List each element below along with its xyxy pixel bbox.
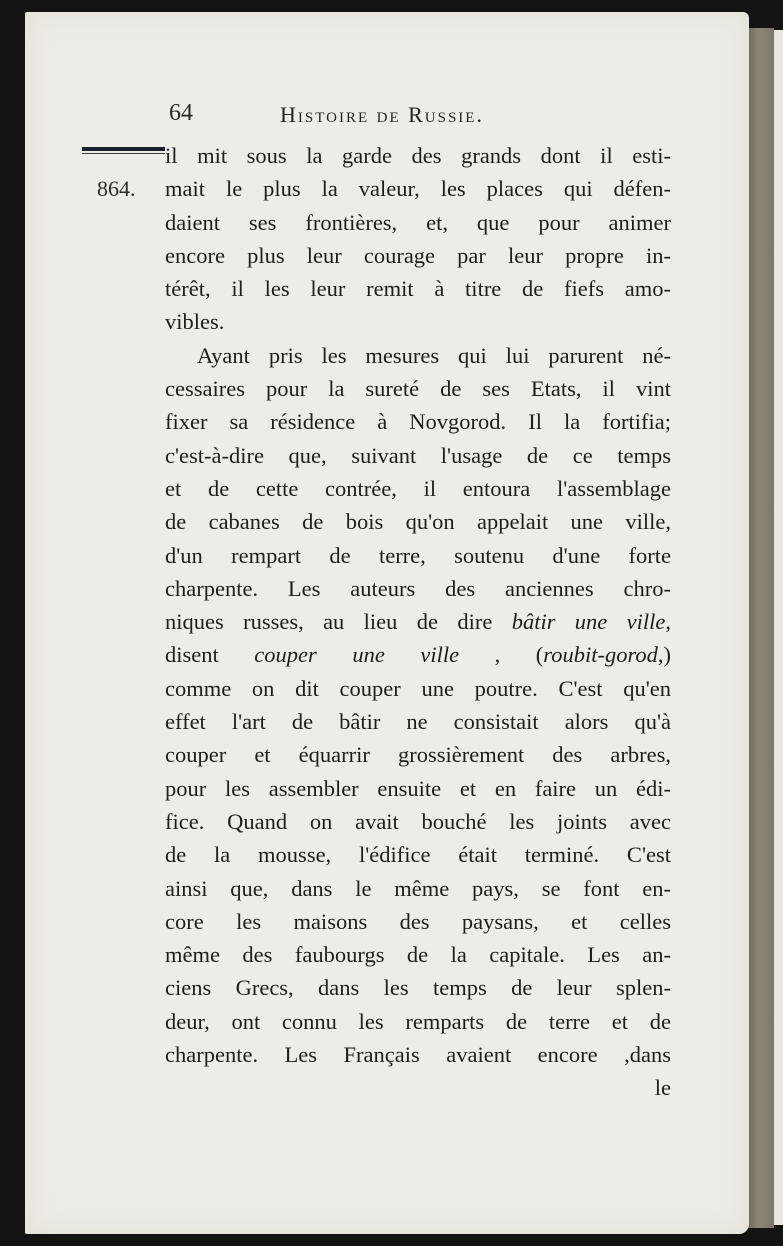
text-span: niques russes, au lieu de dire bbox=[165, 609, 512, 635]
text-line: c'est-à-dire que, suivant l'usage de ce temps bbox=[165, 442, 671, 468]
book-spine-edge bbox=[748, 28, 774, 1228]
text-span: disent bbox=[165, 642, 255, 668]
text-line: pour les assembler ensuite et en faire un édi- bbox=[165, 775, 671, 801]
running-header bbox=[25, 100, 749, 134]
text-line: térêt, il les leur remit à titre de fiefs amo- bbox=[165, 276, 671, 302]
text-line: charpente. Les auteurs des anciennes chro- bbox=[165, 575, 671, 601]
italic-phrase: bâtir une ville bbox=[511, 609, 666, 635]
text-line: de cabanes de bois qu'on appelait une ville, bbox=[165, 509, 671, 535]
book-page bbox=[25, 12, 749, 1234]
text-line: vibles. bbox=[165, 309, 225, 335]
text-line: charpente. Les Français avaient encore ,dans bbox=[165, 1042, 671, 1068]
text-line: ainsi que, dans le même pays, se font en- bbox=[165, 875, 671, 901]
text-line: cessaires pour la sureté de ses Etats, il vint bbox=[165, 376, 671, 402]
text-line: il mit sous la garde des grands dont il esti- bbox=[165, 143, 671, 168]
text-line: core les maisons des paysans, et celles bbox=[165, 908, 671, 934]
running-title: Histoire de Russie. bbox=[280, 102, 484, 127]
text-line: deur, ont connu les remparts de terre et de bbox=[165, 1008, 671, 1034]
adjacent-page-edge bbox=[774, 30, 783, 1225]
text-span: , bbox=[665, 609, 671, 635]
page-number: 64 bbox=[169, 100, 193, 126]
text-line: effet l'art de bâtir ne consistait alors qu'à bbox=[165, 709, 671, 735]
paragraph-start-line: Ayant pris les mesures qui lui parurent né- bbox=[197, 342, 671, 368]
text-line-with-italic bbox=[165, 605, 671, 638]
text-line-with-italic bbox=[165, 638, 671, 671]
text-line: et de cette contrée, il entoura l'assemblage bbox=[165, 475, 671, 501]
text-line: couper et équarrir grossièrement des arbres, bbox=[165, 742, 671, 768]
text-line: daient ses frontières, et, que pour animer bbox=[165, 209, 671, 235]
text-line: de la mousse, l'édifice était terminé. C'est bbox=[165, 842, 671, 868]
text-line: comme on dit couper une poutre. C'est qu'en bbox=[165, 675, 671, 701]
margin-year-note: 864. bbox=[97, 176, 136, 201]
text-line: ciens Grecs, dans les temps de leur splen- bbox=[165, 975, 671, 1001]
text-line: même des faubourgs de la capitale. Les an- bbox=[165, 942, 671, 968]
italic-russian-term: roubit-gorod bbox=[543, 642, 658, 668]
text-line: mait le plus la valeur, les places qui défen- bbox=[165, 176, 671, 202]
text-line: fixer sa résidence à Novgorod. Il la fortifia; bbox=[165, 409, 671, 435]
text-line: fice. Quand on avait bouché les joints avec bbox=[165, 808, 671, 834]
text-line: encore plus leur courage par leur propre in- bbox=[165, 242, 671, 268]
body-text bbox=[165, 139, 671, 1105]
text-span: , ( bbox=[459, 642, 544, 668]
margin-double-rule bbox=[82, 147, 165, 154]
text-line: d'un rempart de terre, soutenu d'une forte bbox=[165, 542, 671, 568]
text-span: ,) bbox=[657, 642, 671, 668]
catchword: le bbox=[654, 1075, 671, 1101]
italic-phrase: couper une ville bbox=[254, 642, 460, 668]
